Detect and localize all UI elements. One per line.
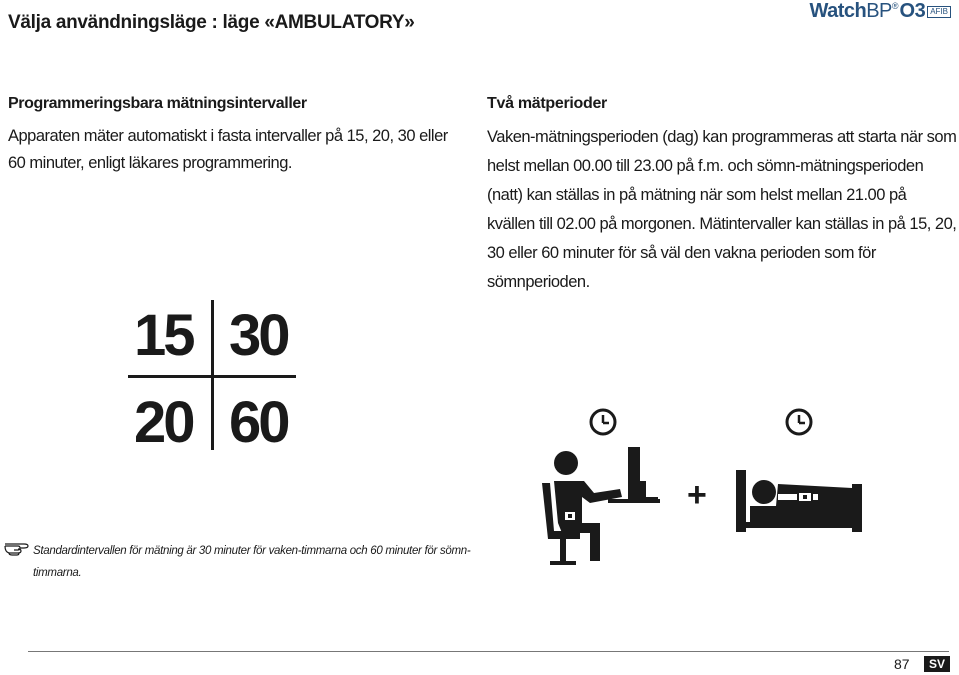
language-badge: SV	[924, 656, 950, 672]
brand-logo	[809, 0, 951, 22]
brand-afib: AFIB	[927, 6, 951, 18]
footer-divider	[28, 651, 949, 652]
page-number: 87	[894, 656, 910, 672]
clock-icon	[784, 407, 814, 437]
clock-icon	[588, 407, 618, 437]
brand-registered: ®	[891, 1, 899, 11]
brand-bp: BP	[866, 0, 892, 22]
interval-15: 15	[134, 303, 193, 368]
person-at-desk-icon	[540, 445, 665, 567]
person-in-bed-icon	[736, 466, 862, 536]
periods-heading: Två mätperioder	[487, 95, 607, 112]
brand-watch: Watch	[809, 0, 867, 22]
grid-horizontal-divider	[128, 375, 296, 378]
periods-body: Vaken-mätningsperioden (dag) kan programmeras att starta när som helst mellan 00.00 till 23.00 på f.m. och sömn-mätningsperioden (natt) kan ställas in på mätning när som helst mellan 21.00 på kvällen till 02.00 på morgonen. Mätintervaller kan ställas in på 15, 20, 30 eller 60 minuter för så väl den vakna perioden som för sömnperioden.	[487, 128, 957, 291]
interval-20: 20	[134, 390, 193, 455]
brand-o3: O3	[899, 0, 926, 22]
interval-60: 60	[229, 390, 288, 455]
pointing-hand-icon	[4, 540, 30, 556]
intervals-heading: Programmeringsbara mätningsintervaller	[8, 95, 307, 112]
note-text: Standardintervallen för mätning är 30 minuter för vaken-timmarna och 60 minuter för sömn-timmarna.	[33, 545, 471, 579]
plus-sign: +	[687, 476, 707, 514]
interval-30: 30	[229, 303, 288, 368]
intervals-body: Apparaten mäter automatiskt i fasta intervaller på 15, 20, 30 eller 60 minuter, enligt läkares programmering.	[8, 127, 448, 172]
page-title: Välja användningsläge : läge «AMBULATORY»	[8, 12, 415, 33]
